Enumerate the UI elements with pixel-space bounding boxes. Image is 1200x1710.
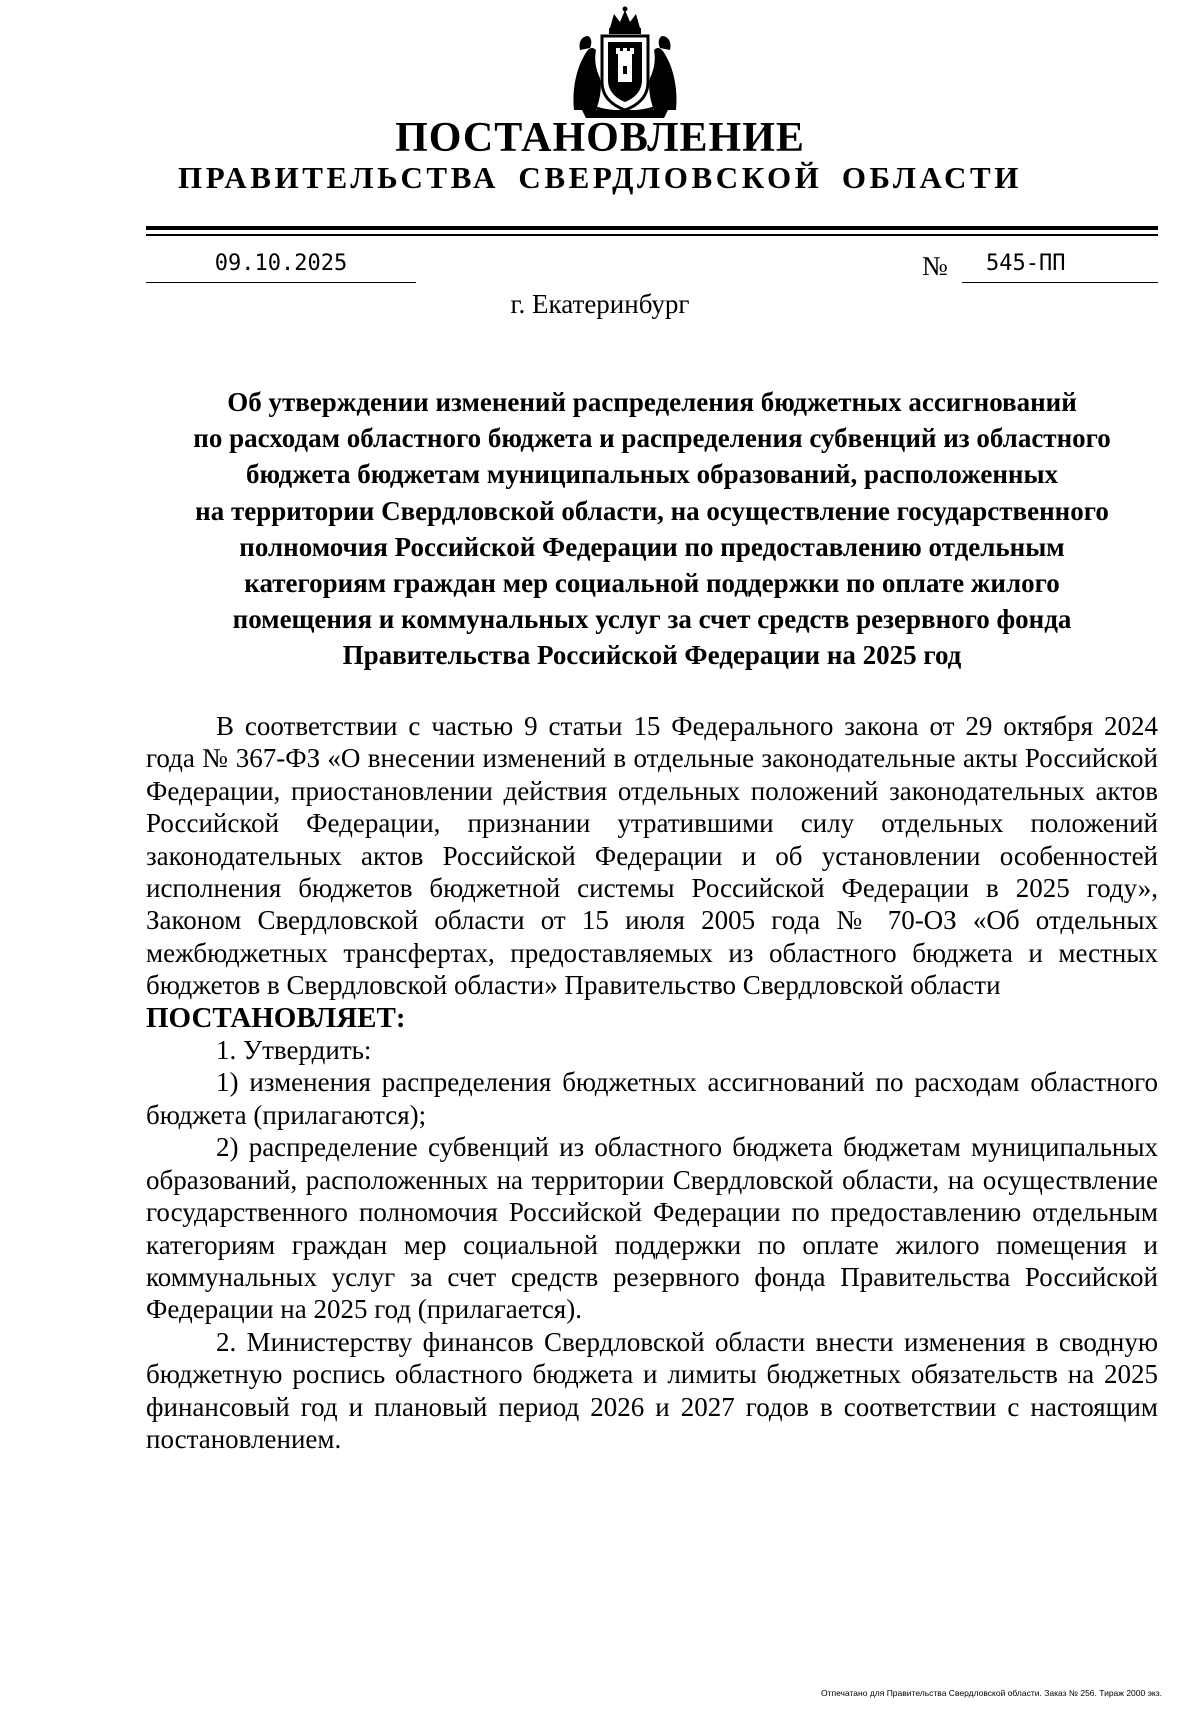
document-body [146,710,1158,1455]
title-line: на территории Свердловской области, на осуществление государственного [195,495,1109,526]
header-rule-thin [146,234,1158,236]
document-number: 545-ПП [962,248,1158,283]
title-line: по расходам областного бюджета и распределения субвенций из областного [193,423,1111,454]
print-note: Отпечатано для Правительства Свердловской области. Заказ № 256. Тираж 2000 экз. [820,1688,1162,1698]
header-rule-thick [146,226,1158,230]
document-date: 09.10.2025 [146,248,416,283]
number-sign: № [922,251,948,281]
document-title [146,384,1158,674]
title-line: Об утверждении изменений распределения бюджетных ассигнований [227,387,1077,417]
title-line: полномочия Российской Федерации по предоставлению отдельным [239,531,1065,562]
document-subheading: ПРАВИТЕЛЬСТВА СВЕРДЛОВСКОЙ ОБЛАСТИ [178,160,1022,195]
document-city: г. Екатеринбург [510,289,690,319]
item-2: 2. Министерству финансов Свердловской области внести изменения в сводную бюджетную роспись областного бюджета и лимиты бюджетных обязательств на 2025 финансовый год и плановый период 2026 и 2027 годов в соответствии с настоящим постановлением. [146,1326,1158,1454]
preamble-paragraph: В соответствии с частью 9 статьи 15 Федерального закона от 29 октября 2024 года № 367-ФЗ «О внесении изменений в отдельные законодательные акты Российской Федерации, приостановлении действия отдельных положений законодательных актов Российской Федерации, признании утратившими силу отдельных положений законодательных актов Российской Федерации и об установлении особенностей исполнения бюджетов бюджетной системы Российской Федерации в 2025 году», Законом Свердловской области от 15 июля 2005 года № 70-ОЗ «Об отдельных межбюджетных трансфертах, предоставляемых из областного бюджета и местных бюджетов в Свердловской области» Правительство Свердловской области [146,711,1158,1001]
coat-of-arms-icon [566,6,684,122]
item-1-subitem-1: 1) изменения распределения бюджетных ассигнований по расходам областного бюджета (прилагаются); [146,1067,1158,1130]
document-heading: ПОСТАНОВЛЕНИЕ [395,115,805,161]
title-line: Правительства Российской Федерации на 2025 год [342,640,962,671]
title-line: категориям граждан мер социальной поддержки по оплате жилого [244,568,1060,599]
decree-word: ПОСТАНОВЛЯЕТ: [146,1001,406,1034]
item-1: 1. Утвердить: [216,1035,372,1066]
title-line: бюджета бюджетам муниципальных образований, расположенных [245,459,1059,490]
item-1-subitem-2: 2) распределение субвенций из областного бюджета бюджетам муниципальных образований, расположенных на территории Свердловской области, на осуществление государственного полномочия Российской Федерации по предоставлению отдельным категориям граждан мер социальной поддержки по оплате жилого помещения и коммунальных услуг за счет средств резервного фонда Правительства Российской Федерации на 2025 год (прилагается). [146,1132,1158,1325]
title-line: помещения и коммунальных услуг за счет средств резервного фонда [232,604,1072,635]
